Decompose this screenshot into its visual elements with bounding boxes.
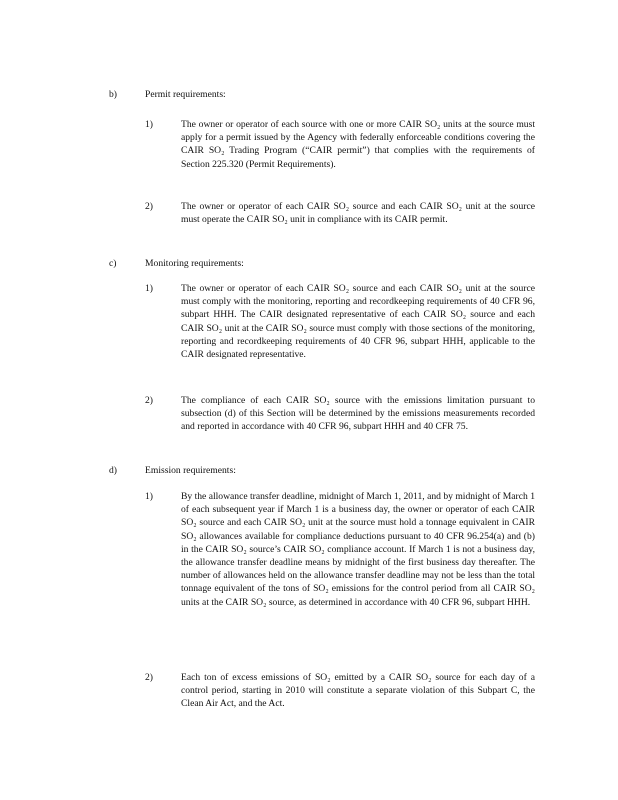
section-d-title: Emission requirements: bbox=[145, 465, 236, 476]
section-c-item-2-text: The compliance of each CAIR SO₂ source with the emissions limitation pursuant to subsection (d) of this Section will be determined by the emissions measurements recorded and reported in accordance with 40 CFR 96, subpart HHH and 40 CFR 75. bbox=[181, 395, 535, 433]
section-b-title: Permit requirements: bbox=[145, 89, 226, 100]
section-d-item-2-text: Each ton of excess emissions of SO₂ emitted by a CAIR SO₂ source for each day of a control period, starting in 2010 will constitute a separate violation of this Subpart C, the Clean Air Act, and the Act. bbox=[181, 672, 535, 710]
section-c-item-2-number: 2) bbox=[145, 395, 153, 406]
section-b-item-2-text: The owner or operator of each CAIR SO₂ source and each CAIR SO₂ unit at the source must operate the CAIR SO₂ unit in compliance with its CAIR permit. bbox=[181, 201, 535, 226]
section-b-item-1-text: The owner or operator of each source with one or more CAIR SO₂ units at the source must apply for a permit issued by the Agency with federally enforceable conditions covering the CAIR SO₂ Trading Program (“CAIR permit”) that complies with the requirements of Section 225.320 (Permit Requirements). bbox=[181, 119, 535, 170]
section-c-item-1-text: The owner or operator of each CAIR SO₂ source and each CAIR SO₂ unit at the source must comply with the monitoring, reporting and recordkeeping requirements of 40 CFR 96, subpart HHH. The CAIR designated representative of each CAIR SO₂ source and each CAIR SO₂ unit at the CAIR SO₂ source must comply with those sections of the monitoring, reporting and recordkeeping requirements of 40 CFR 96, subpart HHH, applicable to the CAIR designated representative. bbox=[181, 283, 535, 361]
section-b-item-1-number: 1) bbox=[145, 119, 153, 130]
section-c-label: c) bbox=[109, 258, 117, 269]
section-b-item-2-number: 2) bbox=[145, 201, 153, 212]
section-d-item-1-text: By the allowance transfer deadline, midnight of March 1, 2011, and by midnight of March 1 of each subsequent year if March 1 is a business day, the owner or operator of each CAIR SO₂ source and each CAIR SO₂ unit at the source must hold a tonnage equivalent in CAIR SO₂ allowances available for compliance deductions pursuant to 40 CFR 96.254(a) and (b) in the CAIR SO₂ source’s CAIR SO₂ compliance account. If March 1 is not a business day, the allowance transfer deadline means by midnight of the first business day thereafter. The number of allowances held on the allowance transfer deadline may not be less than the total tonnage equivalent of the tons of SO₂ emissions for the control period from all CAIR SO₂ units at the CAIR SO₂ source, as determined in accordance with 40 CFR 96, subpart HHH. bbox=[181, 491, 535, 608]
section-b-label: b) bbox=[109, 89, 117, 100]
section-c-item-1-number: 1) bbox=[145, 283, 153, 294]
section-d-item-1-number: 1) bbox=[145, 491, 153, 502]
section-c-title: Monitoring requirements: bbox=[145, 258, 244, 269]
section-d-label: d) bbox=[109, 465, 117, 476]
section-d-item-2-number: 2) bbox=[145, 672, 153, 683]
